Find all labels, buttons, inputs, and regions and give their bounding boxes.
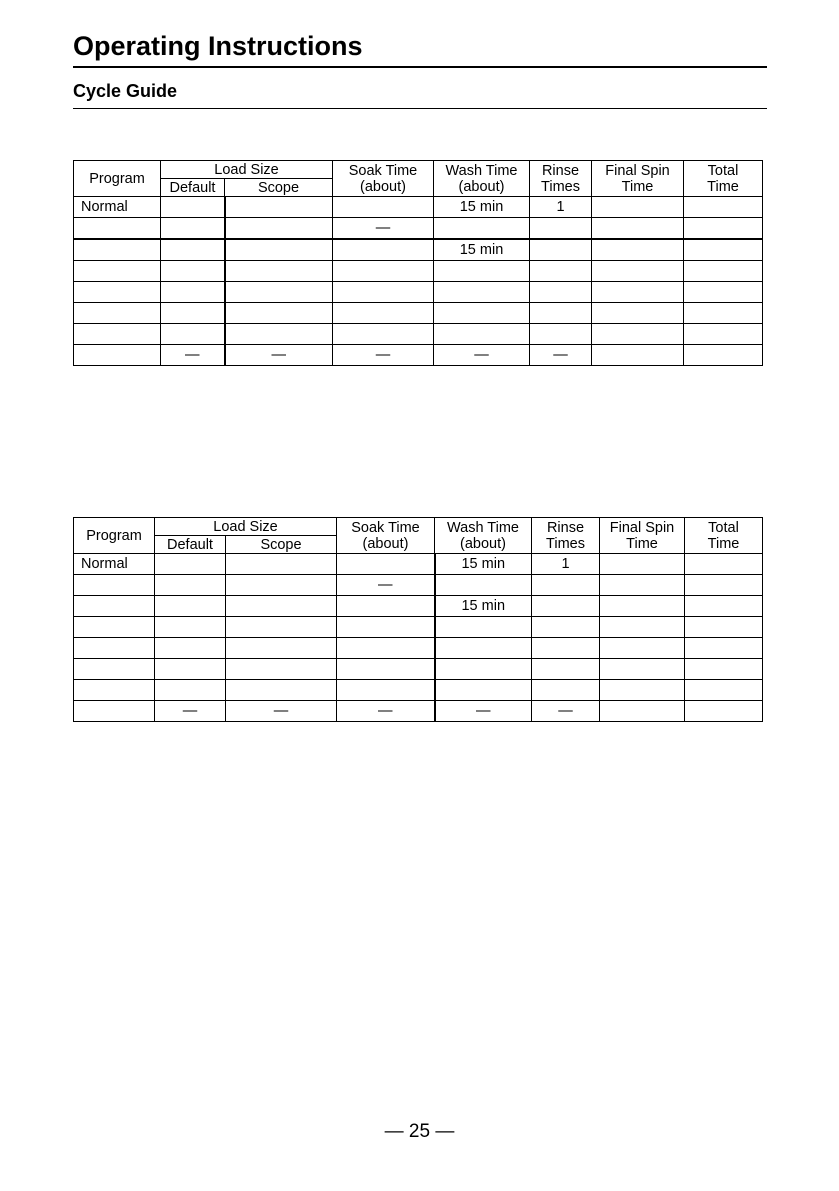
- cell-rinse: 1: [532, 554, 600, 575]
- cell-rinse: [530, 261, 592, 282]
- header-soak-time-line1: Soak Time: [351, 519, 420, 536]
- table-row: [74, 701, 763, 722]
- table-row: [74, 282, 763, 303]
- cell-program: [74, 638, 155, 659]
- table-row: [74, 638, 763, 659]
- cell-default: —: [161, 345, 225, 366]
- cell-rinse: [530, 218, 592, 240]
- header-wash-time-line1: Wash Time: [445, 162, 518, 179]
- cell-spin: [592, 218, 684, 240]
- cell-default: [155, 680, 226, 701]
- cycle-table-1: [73, 160, 763, 366]
- cell-scope: [226, 554, 337, 575]
- cell-wash: [435, 617, 532, 638]
- cell-default: [155, 659, 226, 680]
- cell-spin: [592, 282, 684, 303]
- header-load-size: Load Size: [161, 161, 333, 179]
- header-scope: Scope: [225, 179, 333, 197]
- cell-wash: 15 min: [435, 554, 532, 575]
- cell-rinse: [532, 575, 600, 596]
- cell-scope: [226, 617, 337, 638]
- header-scope: Scope: [226, 536, 337, 554]
- cell-wash: —: [435, 701, 532, 722]
- cell-soak: [337, 659, 435, 680]
- cell-soak: [337, 638, 435, 659]
- cell-wash: [434, 261, 530, 282]
- cell-wash: 15 min: [434, 239, 530, 261]
- header-wash-time: [435, 518, 532, 554]
- cell-scope: [225, 303, 333, 324]
- cell-program: Normal: [74, 197, 161, 218]
- cell-rinse: —: [530, 345, 592, 366]
- table-row: [74, 680, 763, 701]
- cell-spin: [592, 324, 684, 345]
- cell-rinse: [532, 617, 600, 638]
- header-default: Default: [155, 536, 226, 554]
- cell-scope: —: [225, 345, 333, 366]
- cell-soak: —: [337, 701, 435, 722]
- cell-soak: [337, 554, 435, 575]
- header-wash-time: [434, 161, 530, 197]
- cell-rinse: [532, 659, 600, 680]
- header-soak-time-line2: (about): [360, 178, 406, 195]
- header-total-time: [685, 518, 763, 554]
- table-row: [74, 596, 763, 617]
- cell-rinse: [530, 303, 592, 324]
- cell-spin: [592, 261, 684, 282]
- cell-rinse: [532, 596, 600, 617]
- title-divider: [73, 66, 767, 68]
- cell-spin: [600, 617, 685, 638]
- header-rinse-times: [530, 161, 592, 197]
- cell-total: [685, 659, 763, 680]
- cell-program: [74, 324, 161, 345]
- cell-total: [684, 239, 763, 261]
- cell-total: [685, 575, 763, 596]
- header-rinse-times: [532, 518, 600, 554]
- page-title: Operating Instructions: [73, 31, 363, 61]
- cell-spin: [592, 345, 684, 366]
- cell-spin: [600, 659, 685, 680]
- cell-spin: [592, 303, 684, 324]
- cell-rinse: —: [532, 701, 600, 722]
- cell-soak: [337, 617, 435, 638]
- cell-default: [161, 261, 225, 282]
- cell-default: [161, 239, 225, 261]
- cell-program: [74, 575, 155, 596]
- cell-spin: [600, 554, 685, 575]
- section-title: Cycle Guide: [73, 81, 178, 101]
- cell-soak: —: [337, 575, 435, 596]
- cell-scope: [225, 197, 333, 218]
- cell-total: [685, 680, 763, 701]
- cell-rinse: [530, 239, 592, 261]
- table-row: [74, 303, 763, 324]
- cell-scope: [226, 596, 337, 617]
- cell-scope: [225, 282, 333, 303]
- header-wash-time-line2: (about): [460, 535, 506, 552]
- cell-program: [74, 617, 155, 638]
- table-row: [74, 554, 763, 575]
- cell-soak: [333, 324, 434, 345]
- header-wash-time-line1: Wash Time: [447, 519, 519, 536]
- header-default: Default: [161, 179, 225, 197]
- header-total-line2: Time: [707, 535, 740, 552]
- cell-program: [74, 303, 161, 324]
- cell-scope: [225, 324, 333, 345]
- cell-program: [74, 261, 161, 282]
- page-number: — 25 —: [384, 1121, 455, 1142]
- header-load-size: Load Size: [155, 518, 337, 536]
- cell-program: Normal: [74, 554, 155, 575]
- table-row: [74, 218, 763, 240]
- cell-program: [74, 680, 155, 701]
- cell-wash: 15 min: [434, 197, 530, 218]
- cell-spin: [600, 701, 685, 722]
- cell-spin: [600, 680, 685, 701]
- cell-spin: [600, 596, 685, 617]
- cell-default: [155, 596, 226, 617]
- cell-wash: [434, 324, 530, 345]
- cell-default: [155, 638, 226, 659]
- cell-soak: [337, 680, 435, 701]
- header-spin-line1: Final Spin: [605, 162, 670, 179]
- cell-default: —: [155, 701, 226, 722]
- table-row: [74, 197, 763, 218]
- cell-soak: [333, 239, 434, 261]
- cell-rinse: [530, 282, 592, 303]
- cell-program: [74, 218, 161, 240]
- table-row: [74, 324, 763, 345]
- cell-rinse: [532, 638, 600, 659]
- header-total-line1: Total: [708, 519, 739, 536]
- header-program: Program: [74, 161, 161, 197]
- cell-total: [685, 596, 763, 617]
- header-rinse-line1: Rinse: [541, 162, 580, 179]
- cell-default: [155, 554, 226, 575]
- cell-wash: [434, 282, 530, 303]
- cell-wash: —: [434, 345, 530, 366]
- cell-total: [685, 554, 763, 575]
- cell-scope: [225, 239, 333, 261]
- header-spin-line1: Final Spin: [609, 519, 675, 536]
- cell-scope: [226, 659, 337, 680]
- header-total-time: [684, 161, 763, 197]
- cell-program: [74, 659, 155, 680]
- cell-default: [161, 282, 225, 303]
- cell-scope: [226, 638, 337, 659]
- cell-program: [74, 345, 161, 366]
- cell-rinse: [532, 680, 600, 701]
- cell-spin: [592, 239, 684, 261]
- cell-wash: [434, 303, 530, 324]
- cell-total: [685, 638, 763, 659]
- table-row: [74, 575, 763, 596]
- header-total-line2: Time: [707, 178, 739, 195]
- header-spin-line2: Time: [626, 535, 658, 552]
- cell-soak: [337, 596, 435, 617]
- header-soak-time: [337, 518, 435, 554]
- cell-default: [161, 218, 225, 240]
- cell-scope: [225, 218, 333, 240]
- table-row: [74, 261, 763, 282]
- cell-program: [74, 282, 161, 303]
- cell-soak: [333, 197, 434, 218]
- cell-wash: [435, 575, 532, 596]
- header-program: Program: [74, 518, 155, 554]
- header-rinse-line2: Times: [541, 178, 580, 195]
- cell-scope: [226, 575, 337, 596]
- cell-soak: [333, 303, 434, 324]
- cell-total: [684, 282, 763, 303]
- header-total-line1: Total: [707, 162, 739, 179]
- header-spin-line2: Time: [621, 178, 654, 195]
- cell-spin: [592, 197, 684, 218]
- cell-program: [74, 701, 155, 722]
- table-row: [74, 239, 763, 261]
- cell-total: [684, 197, 763, 218]
- cell-default: [161, 303, 225, 324]
- cell-soak: [333, 261, 434, 282]
- cell-wash: [435, 680, 532, 701]
- cell-soak: [333, 282, 434, 303]
- cell-total: [685, 617, 763, 638]
- cell-default: [161, 197, 225, 218]
- table-row: [74, 345, 763, 366]
- cell-scope: —: [226, 701, 337, 722]
- header-soak-time-line1: Soak Time: [348, 162, 418, 179]
- cell-wash: 15 min: [435, 596, 532, 617]
- table-row: [74, 617, 763, 638]
- cell-soak: —: [333, 345, 434, 366]
- cell-soak: —: [333, 218, 434, 240]
- table-row: [74, 659, 763, 680]
- header-final-spin-time: [592, 161, 684, 197]
- header-final-spin-time: [600, 518, 685, 554]
- cell-default: [155, 575, 226, 596]
- cell-rinse: 1: [530, 197, 592, 218]
- cell-default: [161, 324, 225, 345]
- cell-total: [684, 345, 763, 366]
- cell-program: [74, 596, 155, 617]
- cell-total: [685, 701, 763, 722]
- cell-spin: [600, 638, 685, 659]
- header-rinse-line1: Rinse: [546, 519, 585, 536]
- cell-wash: [435, 659, 532, 680]
- header-soak-time: [333, 161, 434, 197]
- cell-total: [684, 303, 763, 324]
- section-divider: [73, 108, 767, 109]
- cell-rinse: [530, 324, 592, 345]
- cell-spin: [600, 575, 685, 596]
- cell-total: [684, 261, 763, 282]
- cell-total: [684, 324, 763, 345]
- cell-default: [155, 617, 226, 638]
- header-rinse-line2: Times: [546, 535, 585, 552]
- cell-total: [684, 218, 763, 240]
- header-wash-time-line2: (about): [458, 178, 505, 195]
- cell-wash: [434, 218, 530, 240]
- cell-wash: [435, 638, 532, 659]
- cell-scope: [225, 261, 333, 282]
- cycle-table-2: [73, 517, 763, 722]
- cell-program: [74, 239, 161, 261]
- cell-scope: [226, 680, 337, 701]
- header-soak-time-line2: (about): [362, 535, 409, 552]
